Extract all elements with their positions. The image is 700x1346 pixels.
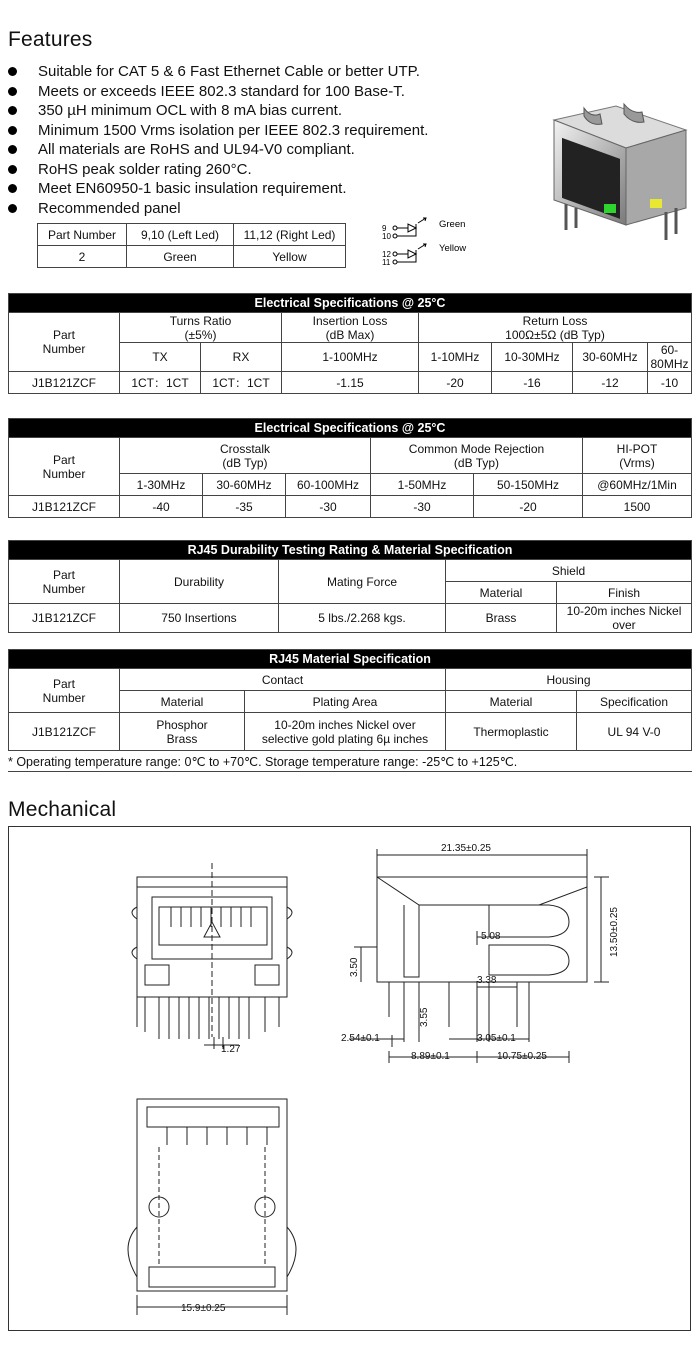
table-cell: -30 (286, 496, 371, 518)
table-cell: -40 (120, 496, 203, 518)
col-header: Crosstalk (dB Typ) (120, 438, 371, 474)
sub-header: Finish (557, 582, 692, 604)
led-yellow-label: Yellow (439, 243, 467, 254)
dim-label: 1.27 (221, 1044, 241, 1055)
led-green-label: Green (439, 219, 466, 230)
table-title: RJ45 Material Specification (9, 650, 692, 669)
col-header: Mating Force (279, 560, 446, 604)
table-cell: -20 (474, 496, 583, 518)
table-title: Electrical Specifications @ 25°C (9, 294, 692, 313)
bullet-icon (8, 126, 17, 135)
dim-label: 3.38 (477, 975, 497, 986)
table-cell: -12 (573, 372, 648, 394)
sub-header: 10-30MHz (492, 343, 573, 372)
divider (8, 771, 692, 772)
pin-label: 11 (382, 258, 391, 267)
pin-label: 9 (382, 224, 387, 233)
bullet-icon (8, 145, 17, 154)
sub-header: RX (201, 343, 282, 372)
table-title: Electrical Specifications @ 25°C (9, 419, 692, 438)
table-cell: 10-20m inches Nickel over (557, 604, 692, 633)
feature-item: Suitable for CAT 5 & 6 Fast Ethernet Cable or better UTP. (6, 62, 428, 82)
table-cell: J1B121ZCF (9, 604, 120, 633)
feature-item: Recommended panel (6, 199, 428, 219)
feature-item: All materials are RoHS and UL94-V0 compliant. (6, 140, 428, 160)
col-header: Turns Ratio (±5%) (120, 313, 282, 343)
bullet-icon (8, 165, 17, 174)
dim-label: 21.35±0.25 (441, 843, 491, 854)
col-header: Common Mode Rejection (dB Typ) (371, 438, 583, 474)
mechanical-heading: Mechanical (8, 798, 117, 821)
col-header: Part Number (9, 669, 120, 713)
dim-label: 13.50±0.25 (609, 907, 620, 957)
panel-cell: Yellow (234, 246, 346, 268)
bullet-icon (8, 67, 17, 76)
sub-header: 60-80MHz (648, 343, 692, 372)
mechanical-drawing-box (8, 826, 691, 1331)
led-diagram (378, 215, 488, 270)
table-cell: J1B121ZCF (9, 713, 120, 751)
col-header: Part Number (9, 560, 120, 604)
table-cell: -35 (203, 496, 286, 518)
pin-label: 10 (382, 232, 391, 241)
panel-table (37, 223, 346, 268)
sub-header: Material (446, 691, 577, 713)
sub-header: 1-30MHz (120, 474, 203, 496)
table-cell: J1B121ZCF (9, 372, 120, 394)
table-cell: 1CT：1CT (120, 372, 201, 394)
dim-label: 2.54±0.1 (341, 1033, 380, 1044)
dim-label: 3.50 (349, 957, 360, 977)
bullet-icon (8, 87, 17, 96)
table-cell: 10-20m inches Nickel over selective gold plating 6µ inches (245, 713, 446, 751)
table-cell: 1CT：1CT (201, 372, 282, 394)
sub-header: Specification (577, 691, 692, 713)
material-table (8, 649, 692, 751)
panel-header: 11,12 (Right Led) (234, 224, 346, 246)
sub-header: TX (120, 343, 201, 372)
table-cell: -10 (648, 372, 692, 394)
electrical-spec-table-1 (8, 293, 692, 394)
dim-label: 10.75±0.25 (497, 1051, 547, 1062)
feature-item: Minimum 1500 Vrms isolation per IEEE 802.3 requirement. (6, 121, 428, 141)
table-cell: UL 94 V-0 (577, 713, 692, 751)
col-header: Durability (120, 560, 279, 604)
electrical-spec-table-2 (8, 418, 692, 518)
sub-header: Material (446, 582, 557, 604)
sub-header: 60-100MHz (286, 474, 371, 496)
dim-label: 3.05±0.1 (477, 1033, 516, 1044)
table-cell: -1.15 (282, 372, 419, 394)
dim-label: 3.55 (419, 1007, 430, 1027)
sub-header: @60MHz/1Min (583, 474, 692, 496)
bullet-icon (8, 106, 17, 115)
table-title: RJ45 Durability Testing Rating & Material Specification (9, 541, 692, 560)
sub-header: Plating Area (245, 691, 446, 713)
col-header: Insertion Loss (dB Max) (282, 313, 419, 343)
feature-item: Meet EN60950-1 basic insulation requirement. (6, 179, 428, 199)
table-cell: -20 (419, 372, 492, 394)
features-list (6, 62, 428, 218)
table-cell: -30 (371, 496, 474, 518)
col-header: Shield (446, 560, 692, 582)
table-cell: 5 lbs./2.268 kgs. (279, 604, 446, 633)
feature-item: 350 µH minimum OCL with 8 mA bias current. (6, 101, 428, 121)
col-header: Part Number (9, 438, 120, 496)
sub-header: 1-50MHz (371, 474, 474, 496)
col-header: Housing (446, 669, 692, 691)
feature-item: RoHS peak solder rating 260°C. (6, 160, 428, 180)
sub-header: 1-10MHz (419, 343, 492, 372)
durability-table (8, 540, 692, 633)
table-cell: Brass (446, 604, 557, 633)
sub-header: 30-60MHz (203, 474, 286, 496)
table-cell: -16 (492, 372, 573, 394)
pin-label: 12 (382, 250, 391, 259)
led-green-swatch (604, 204, 616, 213)
col-header: Contact (120, 669, 446, 691)
col-header: Return Loss 100Ω±5Ω (dB Typ) (419, 313, 692, 343)
dim-label: 15.9±0.25 (181, 1303, 226, 1314)
dim-label: 8.89±0.1 (411, 1051, 450, 1062)
sub-header: 30-60MHz (573, 343, 648, 372)
panel-cell: 2 (38, 246, 127, 268)
sub-header: 50-150MHz (474, 474, 583, 496)
table-cell: Phosphor Brass (120, 713, 245, 751)
sub-header: Material (120, 691, 245, 713)
sub-header: 1-100MHz (282, 343, 419, 372)
led-yellow-swatch (650, 199, 662, 208)
col-header: Part Number (9, 313, 120, 372)
table-cell: J1B121ZCF (9, 496, 120, 518)
features-heading: Features (8, 28, 93, 51)
table-cell: Thermoplastic (446, 713, 577, 751)
table-cell: 1500 (583, 496, 692, 518)
panel-header: 9,10 (Left Led) (127, 224, 234, 246)
temperature-note: * Operating temperature range: 0℃ to +70℃. Storage temperature range: -25℃ to +125℃. (8, 755, 518, 769)
dim-label: 5.08 (481, 931, 501, 942)
panel-cell: Green (127, 246, 234, 268)
feature-item: Meets or exceeds IEEE 802.3 standard for 100 Base-T. (6, 82, 428, 102)
bullet-icon (8, 184, 17, 193)
mechanical-drawing (9, 827, 690, 1330)
panel-header: Part Number (38, 224, 127, 246)
table-cell: 750 Insertions (120, 604, 279, 633)
bullet-icon (8, 204, 17, 213)
col-header: HI-POT (Vrms) (583, 438, 692, 474)
product-photo (546, 100, 694, 250)
